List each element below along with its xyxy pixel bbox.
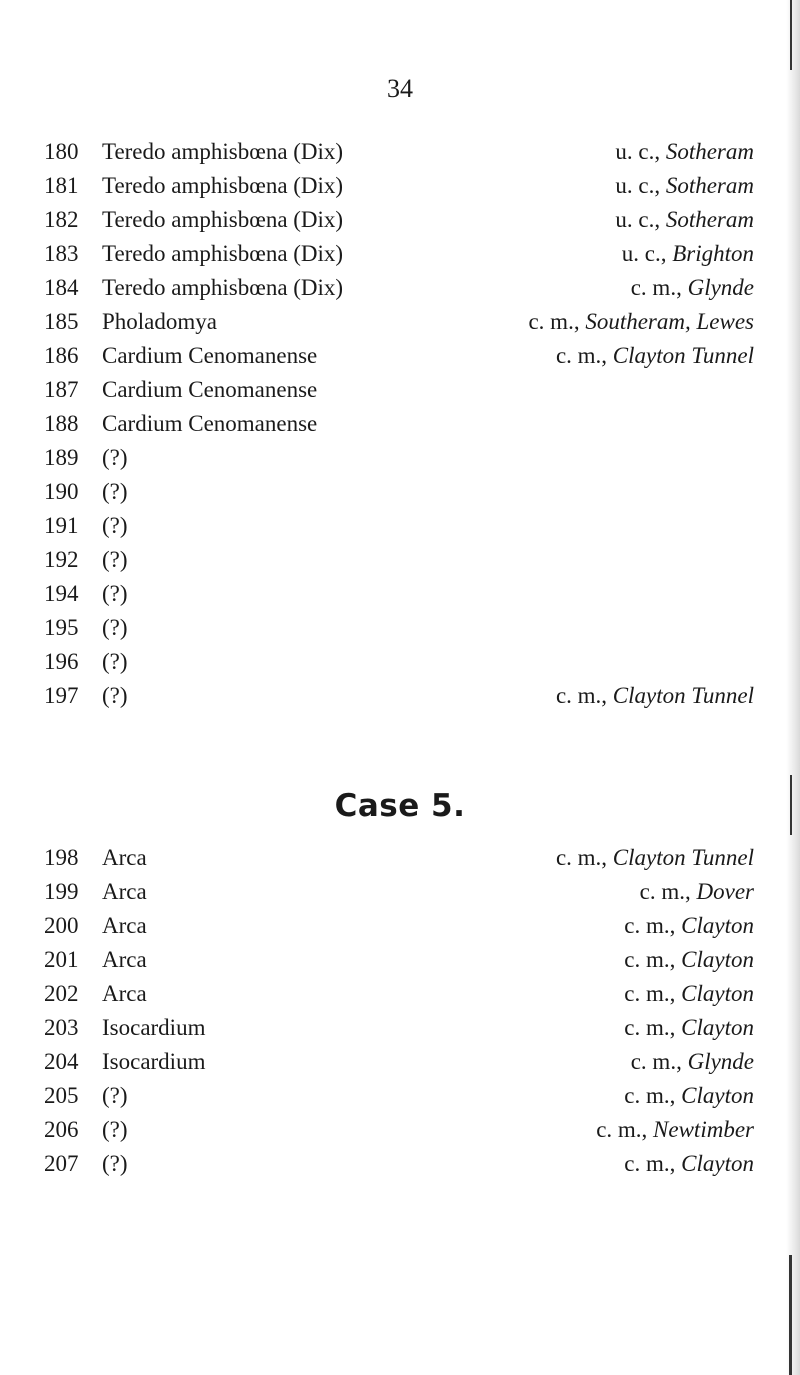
specimen-entry: [44, 543, 128, 577]
specimen-number: 199: [44, 879, 79, 904]
specimen-entry: [44, 339, 317, 373]
specimen-row: [44, 135, 754, 169]
specimen-entry: [44, 875, 147, 909]
locality-name: Clayton: [681, 1015, 754, 1040]
locality-name: Clayton: [681, 1083, 754, 1108]
specimen-locality: [624, 943, 754, 977]
specimen-entry: [44, 305, 217, 339]
specimen-name: (?): [102, 1117, 128, 1142]
locality-name: Dover: [696, 879, 754, 904]
specimen-entry: [44, 577, 128, 611]
specimen-name: Cardium Cenomanense: [102, 343, 318, 368]
specimen-locality: [615, 203, 754, 237]
specimen-row: [44, 679, 754, 713]
specimen-number: 194: [44, 581, 79, 606]
specimen-entry: [44, 679, 128, 713]
specimen-entry: [44, 977, 147, 1011]
case-heading: Case 5.: [334, 788, 466, 824]
specimen-row: [44, 875, 754, 909]
specimen-row: [44, 1079, 754, 1113]
specimen-number: 186: [44, 343, 79, 368]
specimen-name: Arca: [102, 913, 147, 938]
specimen-locality: [631, 1045, 754, 1079]
specimen-row: [44, 339, 754, 373]
specimen-locality: [556, 679, 754, 713]
specimen-row: [44, 1011, 754, 1045]
specimen-name: (?): [102, 615, 128, 640]
specimen-name: Teredo amphisbœna (Dix): [102, 241, 344, 266]
stratum-abbreviation: c. m.,: [630, 1049, 682, 1074]
specimen-row: [44, 441, 754, 475]
specimen-name: (?): [102, 513, 128, 538]
locality-name: Clayton Tunnel: [612, 683, 754, 708]
specimen-locality: [631, 271, 754, 305]
specimen-number: 187: [44, 377, 79, 402]
stratum-abbreviation: c. m.,: [630, 275, 682, 300]
specimen-row: [44, 841, 754, 875]
specimen-entry: [44, 271, 343, 305]
locality-name: Clayton: [681, 913, 754, 938]
page-edge-shadow: [786, 0, 800, 1375]
specimen-row: [44, 203, 754, 237]
specimen-locality: [624, 1147, 754, 1181]
stratum-abbreviation: u. c.,: [615, 139, 661, 164]
stratum-abbreviation: c. m.,: [624, 1083, 676, 1108]
specimen-locality: [615, 169, 754, 203]
specimen-entry: [44, 1079, 128, 1113]
specimen-number: 182: [44, 207, 79, 232]
specimen-number: 184: [44, 275, 79, 300]
specimen-row: [44, 373, 754, 407]
page-edge-line: [790, 0, 792, 70]
locality-name: Clayton Tunnel: [612, 343, 754, 368]
locality-name: Newtimber: [653, 1117, 754, 1142]
specimen-list-case-4: [44, 135, 754, 713]
specimen-name: Teredo amphisbœna (Dix): [102, 173, 344, 198]
stratum-abbreviation: c. m.,: [596, 1117, 648, 1142]
specimen-number: 202: [44, 981, 79, 1006]
locality-name: Clayton: [681, 947, 754, 972]
specimen-name: Cardium Cenomanense: [102, 411, 318, 436]
specimen-row: [44, 1113, 754, 1147]
specimen-number: 190: [44, 479, 79, 504]
specimen-locality: [528, 305, 754, 339]
specimen-row: [44, 943, 754, 977]
specimen-row: [44, 909, 754, 943]
specimen-row: [44, 237, 754, 271]
specimen-name: Teredo amphisbœna (Dix): [102, 207, 344, 232]
specimen-name: Teredo amphisbœna (Dix): [102, 275, 344, 300]
stratum-abbreviation: u. c.,: [615, 173, 661, 198]
specimen-entry: [44, 203, 343, 237]
specimen-row: [44, 977, 754, 1011]
stratum-abbreviation: c. m.,: [528, 309, 580, 334]
specimen-number: 183: [44, 241, 79, 266]
specimen-name: (?): [102, 547, 128, 572]
locality-name: Sotheram: [665, 207, 754, 232]
locality-name: Sotheram: [665, 139, 754, 164]
stratum-abbreviation: u. c.,: [621, 241, 667, 266]
specimen-number: 189: [44, 445, 79, 470]
specimen-entry: [44, 1045, 205, 1079]
specimen-number: 207: [44, 1151, 79, 1176]
stratum-abbreviation: c. m.,: [624, 1151, 676, 1176]
specimen-number: 188: [44, 411, 79, 436]
stratum-abbreviation: c. m.,: [555, 343, 608, 368]
specimen-name: Pholadomya: [102, 309, 217, 334]
specimen-number: 203: [44, 1015, 79, 1040]
specimen-name: Teredo amphisbœna (Dix): [102, 139, 344, 164]
specimen-number: 192: [44, 547, 79, 572]
stratum-abbreviation: c. m.,: [624, 1015, 676, 1040]
specimen-row: [44, 645, 754, 679]
specimen-entry: [44, 611, 128, 645]
stratum-abbreviation: c. m.,: [639, 879, 691, 904]
specimen-entry: [44, 373, 317, 407]
specimen-locality: [596, 1113, 754, 1147]
specimen-list-case-5: [44, 841, 754, 1181]
specimen-name: Isocardium: [102, 1015, 206, 1040]
specimen-name: Arca: [102, 845, 147, 870]
specimen-name: Cardium Cenomanense: [102, 377, 318, 402]
specimen-row: [44, 577, 754, 611]
specimen-number: 201: [44, 947, 79, 972]
locality-name: Brighton: [672, 241, 754, 266]
specimen-name: (?): [102, 1151, 128, 1176]
stratum-abbreviation: c. m.,: [555, 683, 608, 708]
page-edge-line: [789, 1255, 792, 1375]
specimen-name: Arca: [102, 879, 147, 904]
specimen-number: 185: [44, 309, 79, 334]
specimen-entry: [44, 1113, 128, 1147]
specimen-entry: [44, 943, 147, 977]
specimen-row: [44, 543, 754, 577]
specimen-name: Arca: [102, 981, 147, 1006]
stratum-abbreviation: c. m.,: [555, 845, 608, 870]
locality-name: Sotheram: [665, 173, 754, 198]
locality-name: Clayton Tunnel: [612, 845, 754, 870]
specimen-number: 206: [44, 1117, 79, 1142]
specimen-entry: [44, 135, 343, 169]
specimen-row: [44, 407, 754, 441]
specimen-number: 197: [44, 683, 79, 708]
specimen-entry: [44, 909, 147, 943]
specimen-entry: [44, 169, 343, 203]
specimen-entry: [44, 645, 128, 679]
specimen-number: 196: [44, 649, 79, 674]
specimen-locality: [615, 135, 754, 169]
specimen-row: [44, 509, 754, 543]
locality-name: Clayton: [681, 1151, 754, 1176]
specimen-name: (?): [102, 445, 128, 470]
specimen-number: 191: [44, 513, 79, 538]
specimen-number: 205: [44, 1083, 79, 1108]
stratum-abbreviation: c. m.,: [624, 947, 676, 972]
specimen-locality: [624, 909, 754, 943]
specimen-name: (?): [102, 1083, 128, 1108]
specimen-entry: [44, 407, 317, 441]
specimen-number: 204: [44, 1049, 79, 1074]
locality-name: Clayton: [681, 981, 754, 1006]
specimen-number: 180: [44, 139, 79, 164]
specimen-entry: [44, 441, 128, 475]
specimen-locality: [622, 237, 754, 271]
specimen-row: [44, 1045, 754, 1079]
page-number: 34: [387, 74, 413, 103]
specimen-entry: [44, 237, 343, 271]
specimen-row: [44, 1147, 754, 1181]
locality-name: Glynde: [687, 275, 754, 300]
specimen-entry: [44, 509, 128, 543]
specimen-row: [44, 305, 754, 339]
specimen-locality: [624, 1011, 754, 1045]
specimen-row: [44, 169, 754, 203]
specimen-locality: [556, 339, 754, 373]
locality-name: Southeram, Lewes: [585, 309, 754, 334]
specimen-locality: [624, 1079, 754, 1113]
specimen-number: 198: [44, 845, 79, 870]
specimen-locality: [624, 977, 754, 1011]
specimen-row: [44, 475, 754, 509]
specimen-name: (?): [102, 649, 128, 674]
specimen-name: Arca: [102, 947, 147, 972]
specimen-row: [44, 611, 754, 645]
specimen-number: 195: [44, 615, 79, 640]
stratum-abbreviation: c. m.,: [624, 913, 676, 938]
specimen-name: (?): [102, 479, 128, 504]
specimen-entry: [44, 1011, 205, 1045]
specimen-entry: [44, 1147, 128, 1181]
specimen-entry: [44, 475, 128, 509]
specimen-row: [44, 271, 754, 305]
specimen-number: 200: [44, 913, 79, 938]
specimen-locality: [640, 875, 754, 909]
specimen-entry: [44, 841, 147, 875]
stratum-abbreviation: c. m.,: [624, 981, 676, 1006]
specimen-name: Isocardium: [102, 1049, 206, 1074]
locality-name: Glynde: [687, 1049, 754, 1074]
specimen-number: 181: [44, 173, 79, 198]
specimen-locality: [556, 841, 754, 875]
specimen-name: (?): [102, 683, 128, 708]
stratum-abbreviation: u. c.,: [615, 207, 661, 232]
specimen-name: (?): [102, 581, 128, 606]
